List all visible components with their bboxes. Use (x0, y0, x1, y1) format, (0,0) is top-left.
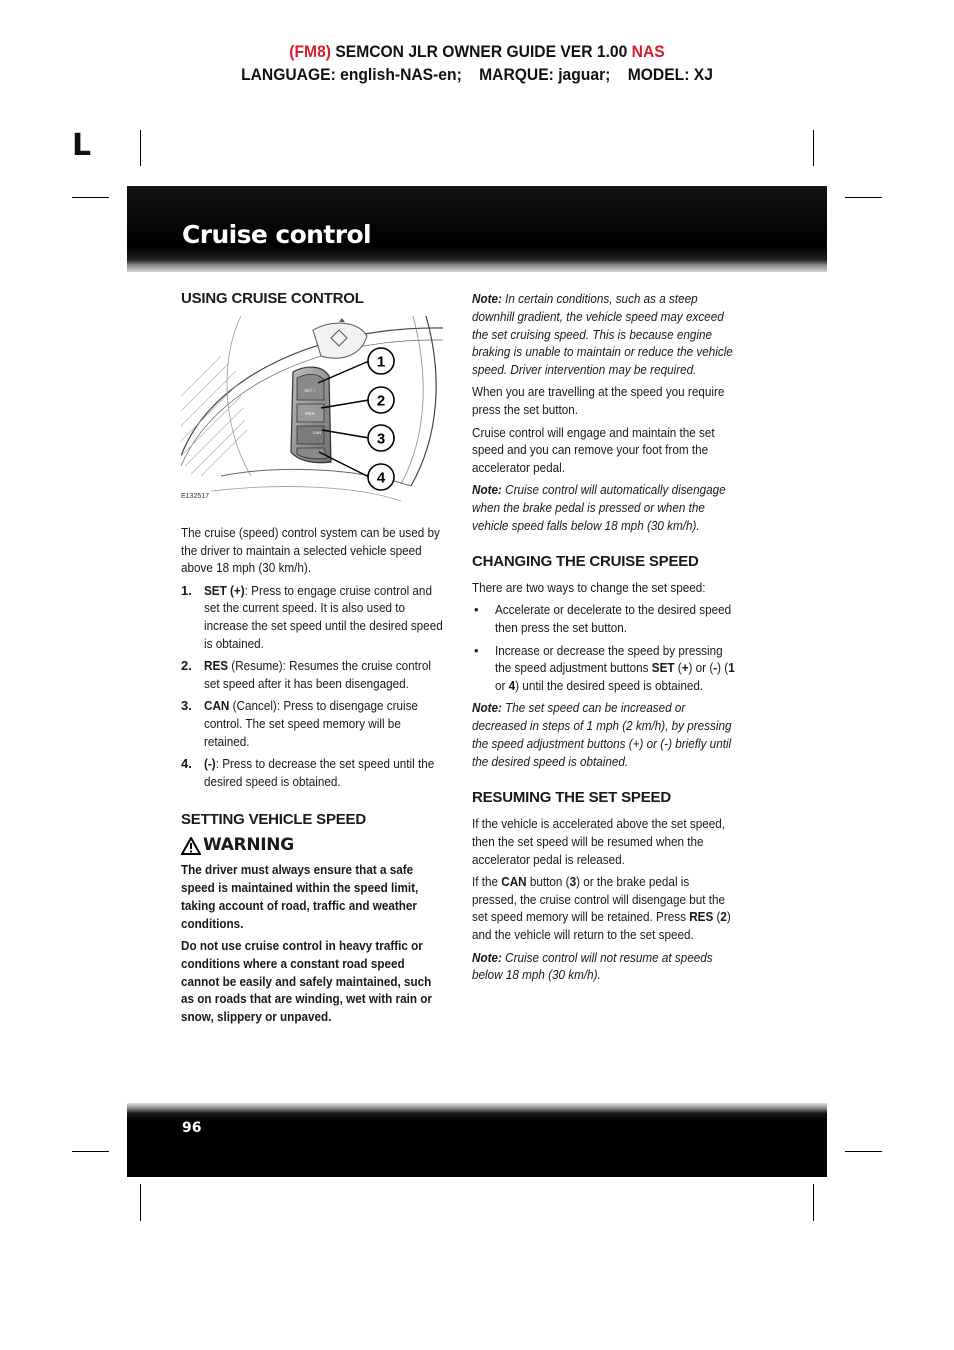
crop-mark (845, 1151, 882, 1152)
list-item: • Increase or decrease the speed by pressing the speed adjustment buttons SET (+) or (-) (1 or 4) until the desired speed is obtained. (474, 642, 735, 694)
button-list (181, 582, 446, 791)
changing-bullets (472, 601, 737, 694)
header-line-1 (38, 40, 916, 63)
left-column (181, 290, 446, 1030)
header-market-code: NAS (631, 42, 665, 61)
crop-mark (72, 1151, 109, 1152)
callout-4 (368, 464, 394, 490)
warning-text-1: The driver must always ensure that a safe speed is maintained within the speed limit, taking account of road, traffic and weather conditions. (181, 862, 419, 931)
crop-mark (813, 1184, 814, 1221)
heading-using-cruise-control: USING CRUISE CONTROL (181, 290, 364, 307)
note-steep-gradient: Note: In certain conditions, such as a steep downhill gradient, the vehicle speed may exceed the set cruising speed. This is because engine braking is unable to maintain or reduce the vehicle speed. Driver intervention may be required. (472, 291, 733, 378)
page-number: 96 (182, 1120, 202, 1136)
crop-mark (845, 197, 882, 198)
margin-letter: L (72, 128, 92, 163)
document-header (0, 40, 954, 86)
note-speed-steps: Note: The set speed can be increased or decreased in steps of 1 mph (2 km/h), by pressing the speed adjustment buttons (+) or (-) briefly until the desired speed is obtained. (472, 700, 732, 769)
paragraph-resume-accelerate: If the vehicle is accelerated above the set speed, then the set speed will be resumed when the accelerator pedal is released. (472, 815, 726, 867)
steering-wheel-illustration (181, 316, 443, 506)
figure-label-res: RES (305, 410, 315, 416)
intro-paragraph: The cruise (speed) control system can be used by the driver to maintain a selected vehicle speed above 18 mph (30 km/h). (181, 524, 440, 576)
note-no-resume: Note: Cruise control will not resume at speeds below 18 mph (30 km/h). (472, 949, 713, 983)
heading-changing-cruise-speed: CHANGING THE CRUISE SPEED (472, 553, 699, 571)
figure-label-set: SET + (304, 387, 316, 393)
svg-text:2: 2 (376, 392, 386, 410)
svg-text:1: 1 (376, 353, 386, 371)
list-item: 3. CAN (Cancel): Press to disengage cruise control. The set speed memory will be retained. (181, 698, 418, 750)
callout-3 (368, 425, 394, 451)
right-column (472, 290, 737, 989)
svg-text:3: 3 (376, 430, 386, 448)
page-footer (127, 1103, 827, 1177)
list-item: • Accelerate or decelerate to the desired speed then press the set button. (474, 602, 732, 636)
paragraph-engage: Cruise control will engage and maintain the set speed and you can remove your foot from the accelerator pedal. (472, 424, 715, 476)
list-item: 2. RES (Resume): Resumes the cruise control set speed after it has been disengaged. (181, 658, 431, 692)
section-banner (127, 186, 827, 272)
crop-mark (813, 130, 814, 166)
figure-code: E132517 (181, 493, 210, 500)
heading-resuming-set-speed: RESUMING THE SET SPEED (472, 789, 671, 807)
paragraph-set-button: When you are travelling at the speed you require press the set button. (472, 384, 725, 418)
crop-mark (140, 130, 141, 166)
note-auto-disengage: Note: Cruise control will automatically disengage when the brake pedal is pressed or when the vehicle speed falls below 18 mph (30 km/h). (472, 482, 726, 534)
section-title: Cruise control (182, 220, 372, 249)
heading-setting-vehicle-speed: SETTING VEHICLE SPEED (181, 811, 366, 829)
figure-label-can: CAN (312, 429, 322, 435)
warning-triangle-icon (181, 837, 201, 855)
changing-intro: There are two ways to change the set speed: (472, 580, 706, 596)
callout-1 (368, 348, 394, 374)
header-fm-code: (FM8) (289, 42, 331, 61)
paragraph-resume-cancel: If the CAN button (3) or the brake pedal is pressed, the cruise control will disengage but the set speed memory will be retained. Press RES (2) and the vehicle will return to the set speed. (472, 873, 731, 943)
svg-text:4: 4 (376, 469, 386, 487)
warning-label: WARNING (181, 837, 446, 855)
list-item: 1. SET (+): Press to engage cruise control and set the current speed. It is also used to increase the set speed until the desired speed is obtained. (181, 582, 443, 652)
header-line-2: LANGUAGE: english-NAS-en; MARQUE: jaguar; MODEL: XJ (241, 65, 713, 84)
crop-mark (72, 197, 109, 198)
callout-2 (368, 387, 394, 413)
crop-mark (140, 1184, 141, 1221)
warning-text-2: Do not use cruise control in heavy traffic or conditions where a constant road speed cannot be easily and safely maintained, such as on roads that are winding, wet with rain or snow, slippery or unpaved. (181, 937, 432, 1025)
header-guide-title: SEMCON JLR OWNER GUIDE VER 1.00 (330, 42, 632, 61)
list-item: 4. (-): Press to decrease the set speed until the desired speed is obtained. (181, 756, 435, 790)
steering-wheel-figure (181, 316, 443, 506)
